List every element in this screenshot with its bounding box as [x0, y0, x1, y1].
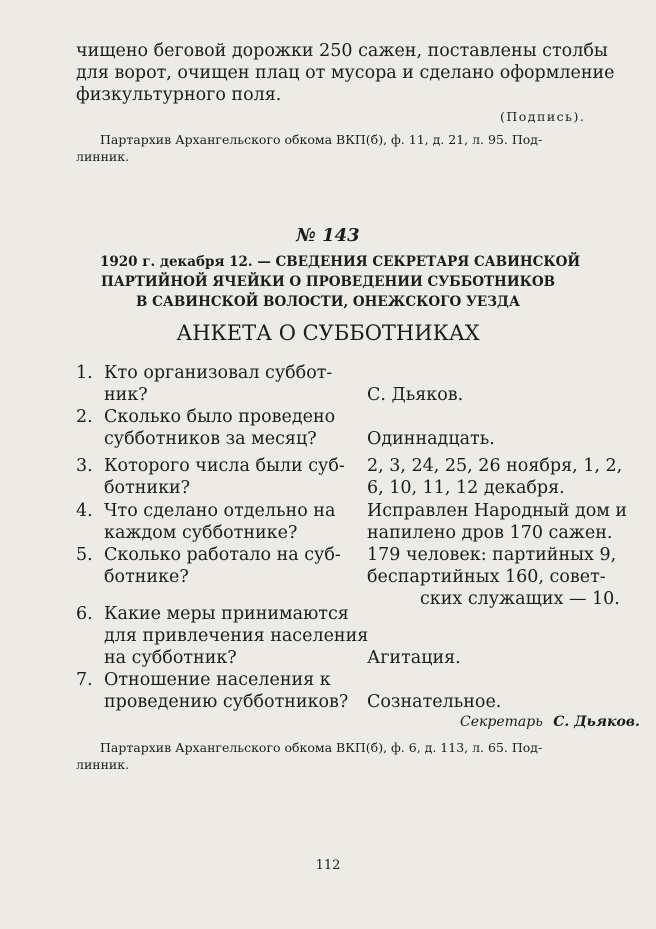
- answer-text: Агитация.: [367, 648, 461, 668]
- signature-name: С. Дьяков.: [553, 714, 640, 730]
- source-2-line-1: Партархив Архангельского обкома ВКП(б), ф. 6, д. 113, л. 65. Под-: [100, 740, 543, 755]
- answer-text: 179 человек: партийных 9,: [367, 545, 617, 565]
- question-text: ботники?: [104, 478, 191, 498]
- signature-label: Секретарь: [460, 714, 543, 730]
- question-text: проведению субботников?: [104, 692, 349, 712]
- question-number: 7.: [76, 670, 93, 690]
- document-number: № 143: [296, 225, 360, 246]
- question-text: на субботник?: [104, 648, 237, 668]
- answer-text: 2, 3, 24, 25, 26 ноября, 1, 2,: [367, 456, 623, 476]
- answer-text: беспартийных 160, совет-: [367, 567, 606, 587]
- answer-text: Сознательное.: [367, 692, 502, 712]
- question-text: Отношение населения к: [104, 670, 331, 690]
- form-title: АНКЕТА О СУББОТНИКАХ: [176, 321, 480, 345]
- question-number: 4.: [76, 501, 93, 521]
- question-text: Что сделано отдельно на: [104, 501, 336, 521]
- question-text: для привлечения населения: [104, 626, 369, 646]
- answer-text: ских служащих — 10.: [420, 589, 620, 609]
- question-text: Кто организовал суббот-: [104, 363, 333, 383]
- question-text: Сколько работало на суб-: [104, 545, 341, 565]
- question-number: 5.: [76, 545, 93, 565]
- question-text: ник?: [104, 385, 148, 405]
- question-text: каждом субботнике?: [104, 523, 298, 543]
- intro-signature: (Подпись).: [500, 109, 586, 124]
- intro-line-3: физкультурного поля.: [76, 85, 282, 105]
- page-number: 112: [315, 858, 341, 873]
- answer-text: напилено дров 170 сажен.: [367, 523, 613, 543]
- heading-line-3: В САВИНСКОЙ ВОЛОСТИ, ОНЕЖСКОГО УЕЗДА: [136, 294, 520, 310]
- question-text: субботников за месяц?: [104, 429, 317, 449]
- question-text: Которого числа были суб-: [104, 456, 345, 476]
- question-number: 2.: [76, 407, 93, 427]
- intro-line-1: чищено беговой дорожки 250 сажен, поставлены столбы: [76, 41, 608, 61]
- heading-line-1: 1920 г. декабря 12. — СВЕДЕНИЯ СЕКРЕТАРЯ САВИНСКОЙ: [100, 254, 581, 270]
- answer-text: С. Дьяков.: [367, 385, 464, 405]
- question-text: Какие меры принимаются: [104, 604, 349, 624]
- answer-text: Одиннадцать.: [367, 429, 495, 449]
- closing-signature: [460, 712, 640, 732]
- question-number: 3.: [76, 456, 93, 476]
- question-text: Сколько было проведено: [104, 407, 336, 427]
- source-1-line-1: Партархив Архангельского обкома ВКП(б), ф. 11, д. 21, л. 95. Под-: [100, 132, 543, 147]
- question-number: 6.: [76, 604, 93, 624]
- intro-line-2: для ворот, очищен плац от мусора и сделано оформление: [76, 63, 615, 83]
- question-number: 1.: [76, 363, 93, 383]
- question-text: ботнике?: [104, 567, 189, 587]
- heading-line-2: ПАРТИЙНОЙ ЯЧЕЙКИ О ПРОВЕДЕНИИ СУББОТНИКОВ: [100, 274, 556, 290]
- source-2-line-2: линник.: [76, 757, 130, 772]
- answer-text: 6, 10, 11, 12 декабря.: [367, 478, 565, 498]
- source-1-line-2: линник.: [76, 149, 130, 164]
- answer-text: Исправлен Народный дом и: [367, 501, 628, 521]
